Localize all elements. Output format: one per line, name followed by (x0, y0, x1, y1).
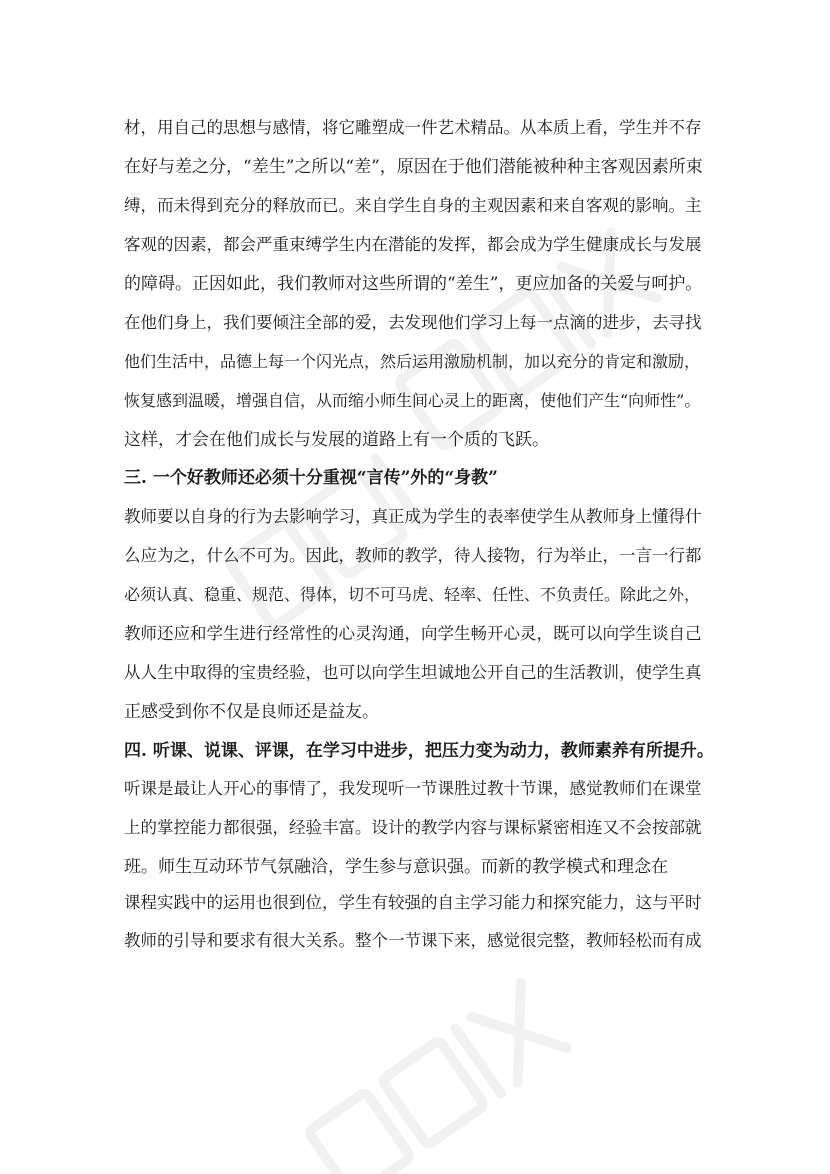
paragraph-line: 教师还应和学生进行经常性的心灵沟通，向学生畅开心灵，既可以向学生谈自己 (124, 624, 702, 643)
paragraph-line: 缚，而未得到充分的释放而已。来自学生自身的主观因素和来自客观的影响。主 (124, 196, 702, 215)
paragraph-line: 的障碍。正因如此，我们教师对这些所谓的“差生”，更应加备的关爱与呵护。 (124, 274, 703, 294)
paragraph-line: 在他们身上，我们要倾注全部的爱，去发现他们学习上每一点滴的进步，去寻找 (124, 313, 702, 332)
paragraph-line: 教师要以自身的行为去影响学习，真正成为学生的表率使学生从教师身上懂得什 (124, 507, 702, 526)
section-heading: 四. 听课、说课、评课，在学习中进步，把压力变为动力，教师素养有所提升。 (124, 741, 714, 761)
paragraph-line: 教师的引导和要求有很大关系。整个一节课下来，感觉很完整，教师轻松而有成 (124, 931, 702, 950)
paragraph-line: 上的掌控能力都很强，经验丰富。设计的教学内容与课标紧密相连又不会按部就 (124, 818, 702, 837)
section-heading: 三. 一个好教师还必须十分重视“言传”外的“身教” (124, 468, 498, 488)
paragraph-line: 正感受到你不仅是良师还是益友。 (124, 702, 379, 722)
paragraph-line: 么应为之，什么不可为。因此，教师的教学，待人接物，行为举止，一言一行都 (124, 546, 702, 565)
paragraph-line: 恢复感到温暖，增强自信，从而缩小师生间心灵上的距离，使他们产生“向师性”。 (124, 391, 701, 410)
paragraph-line: 客观的因素，都会严重束缚学生内在潜能的发挥，都会成为学生健康成长与发展 (124, 235, 702, 254)
paragraph-line: 班。师生互动环节气氛融洽，学生参与意识强。而新的教学模式和理念在 (124, 857, 668, 877)
paragraph-line: 这样，才会在他们成长与发展的道路上有一个质的飞跃。 (124, 430, 549, 450)
paragraph-line: 听课是最让人开心的事情了，我发现听一节课胜过教十节课，感觉教师们在课堂 (124, 779, 702, 798)
paragraph-line: 他们生活中，品德上每一个闪光点，然后运用激励机制，加以充分的肯定和激励， (124, 352, 701, 371)
paragraph-line: 必须认真、稳重、规范、得体，切不可马虎、轻率、任性、不负责任。除此之外， (124, 585, 701, 604)
paragraph-line: 材，用自己的思想与感情，将它雕塑成一件艺术精品。从本质上看，学生并不存 (124, 118, 702, 137)
paragraph-line: 在好与差之分，“差生”之所以“差”，原因在于他们潜能被种种主客观因素所束 (124, 157, 703, 177)
paragraph-line: 从人生中取得的宝贵经验，也可以向学生坦诚地公开自己的生活教训，使学生真 (124, 663, 702, 682)
paragraph-line: 课程实践中的运用也很到位，学生有较强的自主学习能力和探究能力，这与平时 (124, 893, 702, 912)
